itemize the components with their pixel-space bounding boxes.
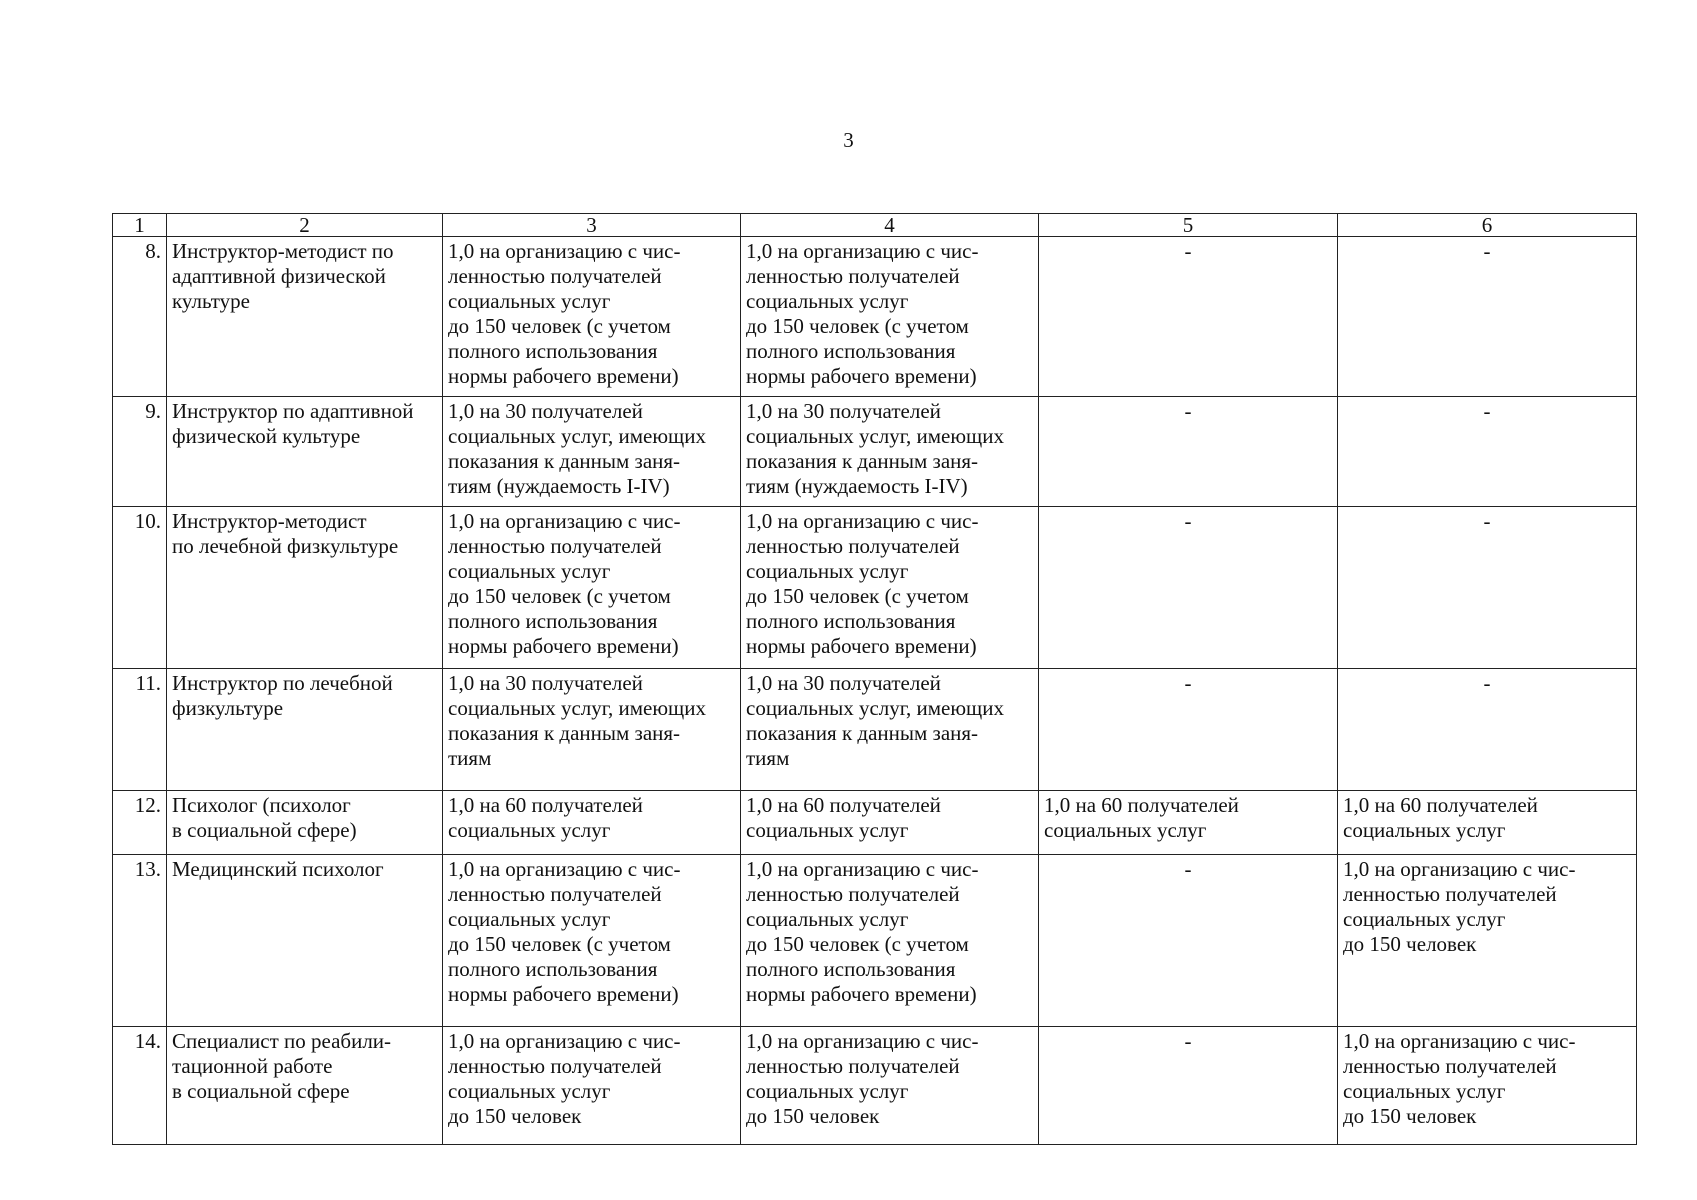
norm-cell-col6: 1,0 на 60 получателей социальных услуг (1338, 791, 1637, 855)
table-row (113, 791, 1637, 855)
header-row (113, 214, 1637, 237)
norm-cell-col4: 1,0 на организацию с чис- ленностью получателей социальных услуг до 150 человек (с учетом полного использования нормы рабочего времени) (741, 507, 1039, 669)
norm-cell-col5: - (1039, 1027, 1338, 1145)
norm-cell-col6: - (1338, 397, 1637, 507)
table-row (113, 237, 1637, 397)
table-row (113, 855, 1637, 1027)
norm-cell-col4: 1,0 на организацию с чис- ленностью получателей социальных услуг до 150 человек (с учетом полного использования нормы рабочего времени) (741, 855, 1039, 1027)
position-name: Психолог (психолог в социальной сфере) (167, 791, 443, 855)
norm-cell-col3: 1,0 на организацию с чис- ленностью получателей социальных услуг до 150 человек (443, 1027, 741, 1145)
norm-cell-col4: 1,0 на организацию с чис- ленностью получателей социальных услуг до 150 человек (741, 1027, 1039, 1145)
norm-cell-col5: - (1039, 397, 1338, 507)
column-header: 4 (741, 214, 1039, 237)
position-name: Инструктор-методист по адаптивной физической культуре (167, 237, 443, 397)
norm-cell-col4: 1,0 на 30 получателей социальных услуг, имеющих показания к данным заня- тиям (741, 669, 1039, 791)
page-number: 3 (843, 128, 854, 152)
row-number: 10. (113, 507, 167, 669)
row-number: 8. (113, 237, 167, 397)
position-name: Специалист по реабили- тационной работе в социальной сфере (167, 1027, 443, 1145)
norm-cell-col6: 1,0 на организацию с чис- ленностью получателей социальных услуг до 150 человек (1338, 855, 1637, 1027)
table-row (113, 669, 1637, 791)
norm-cell-col5: - (1039, 237, 1338, 397)
norm-cell-col6: - (1338, 669, 1637, 791)
table-row (113, 1027, 1637, 1145)
row-number: 9. (113, 397, 167, 507)
position-name: Инструктор по лечебной физкультуре (167, 669, 443, 791)
norm-cell-col6: - (1338, 237, 1637, 397)
norm-cell-col3: 1,0 на организацию с чис- ленностью получателей социальных услуг до 150 человек (с учетом полного использования нормы рабочего времени) (443, 855, 741, 1027)
row-number: 13. (113, 855, 167, 1027)
row-number: 11. (113, 669, 167, 791)
norm-cell-col6: 1,0 на организацию с чис- ленностью получателей социальных услуг до 150 человек (1338, 1027, 1637, 1145)
table-row (113, 397, 1637, 507)
position-name: Медицинский психолог (167, 855, 443, 1027)
table-row (113, 507, 1637, 669)
norm-cell-col3: 1,0 на 30 получателей социальных услуг, имеющих показания к данным заня- тиям (нуждаемость I-IV) (443, 397, 741, 507)
staffing-norms-table (112, 213, 1637, 1145)
norm-cell-col5: 1,0 на 60 получателей социальных услуг (1039, 791, 1338, 855)
row-number: 12. (113, 791, 167, 855)
norm-cell-col6: - (1338, 507, 1637, 669)
norm-cell-col5: - (1039, 669, 1338, 791)
norm-cell-col4: 1,0 на 30 получателей социальных услуг, имеющих показания к данным заня- тиям (нуждаемость I-IV) (741, 397, 1039, 507)
position-name: Инструктор по адаптивной физической культуре (167, 397, 443, 507)
column-header: 3 (443, 214, 741, 237)
row-number: 14. (113, 1027, 167, 1145)
column-header: 2 (167, 214, 443, 237)
norm-cell-col3: 1,0 на организацию с чис- ленностью получателей социальных услуг до 150 человек (с учетом полного использования нормы рабочего времени) (443, 507, 741, 669)
norm-cell-col5: - (1039, 855, 1338, 1027)
norm-cell-col3: 1,0 на 60 получателей социальных услуг (443, 791, 741, 855)
column-header: 1 (113, 214, 167, 237)
norm-cell-col3: 1,0 на организацию с чис- ленностью получателей социальных услуг до 150 человек (с учетом полного использования нормы рабочего времени) (443, 237, 741, 397)
column-header: 6 (1338, 214, 1637, 237)
norm-cell-col4: 1,0 на организацию с чис- ленностью получателей социальных услуг до 150 человек (с учетом полного использования нормы рабочего времени) (741, 237, 1039, 397)
norm-cell-col4: 1,0 на 60 получателей социальных услуг (741, 791, 1039, 855)
column-header: 5 (1039, 214, 1338, 237)
position-name: Инструктор-методист по лечебной физкультуре (167, 507, 443, 669)
norm-cell-col5: - (1039, 507, 1338, 669)
norm-cell-col3: 1,0 на 30 получателей социальных услуг, имеющих показания к данным заня- тиям (443, 669, 741, 791)
